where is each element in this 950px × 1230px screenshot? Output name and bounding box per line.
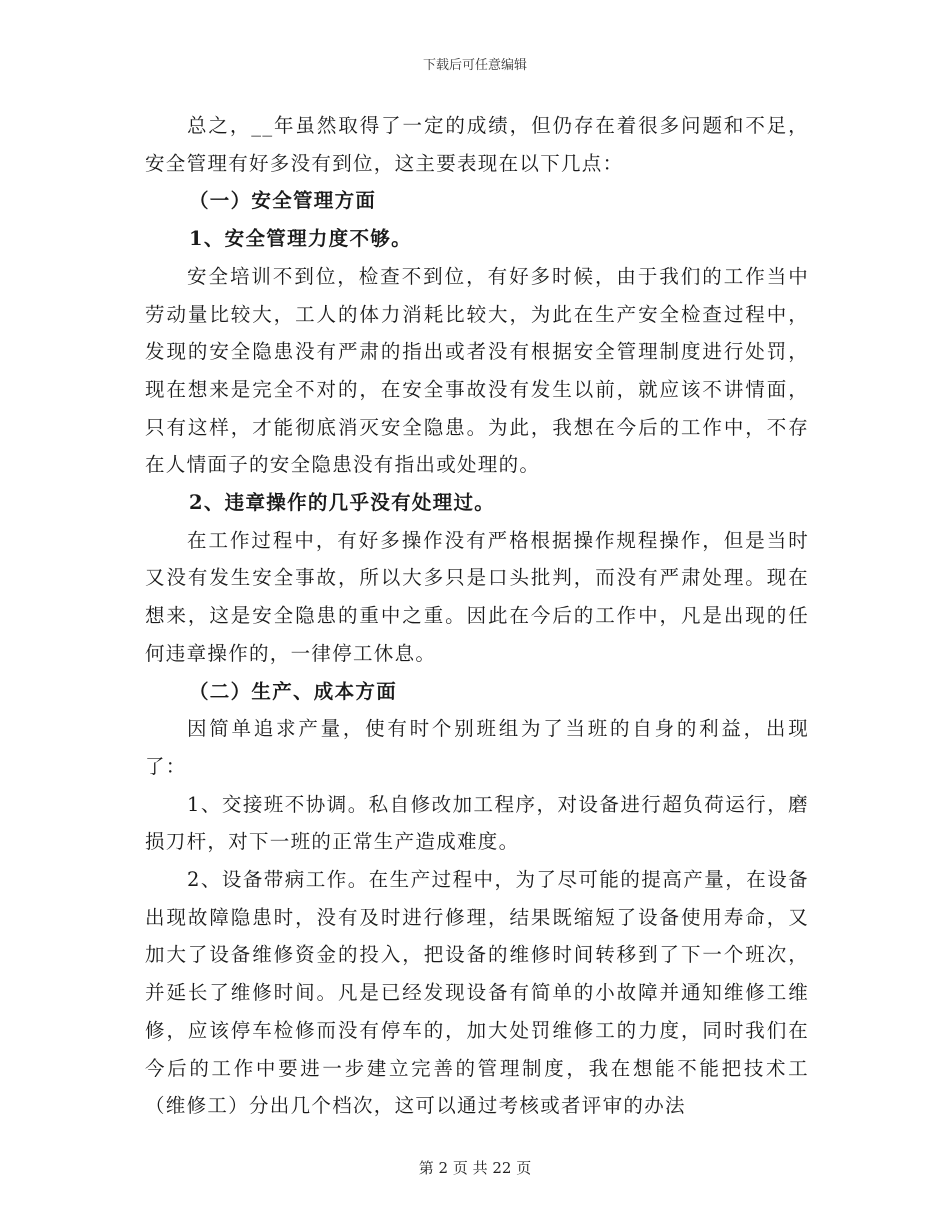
page-number-footer: 第 2 页 共 22 页 xyxy=(418,1159,532,1177)
paragraph-equipment-faults: 2、设备带病工作。在生产过程中，为了尽可能的提高产量，在设备出现故障隐患时，没有及时进行修理，结果既缩短了设备使用寿命，又加大了设备维修资金的投入，把设备的维修时间转移到了下一个班次，并延长了维修时间。凡是已经发现设备有简单的小故障并通知维修工维修，应该停车检修而没有停车的，加大处罚维修工的力度，同时我们在今后的工作中要进一步建立完善的管理制度，我在想能不能把技术工（维修工）分出几个档次，这可以通过考核或者评审的办法 xyxy=(145,868,809,1118)
subheading-safety-strength: 1、安全管理力度不够。 xyxy=(189,227,412,251)
paragraph-output-pursuit: 因简单追求产量，使有时个别班组为了当班的自身的利益，出现了： xyxy=(145,717,809,778)
subheading-violations: 2、违章操作的几乎没有处理过。 xyxy=(189,491,496,515)
document-body xyxy=(145,107,809,1125)
section-heading-production-cost: （二）生产、成本方面 xyxy=(189,679,398,703)
paragraph-violations: 在工作过程中，有好多操作没有严格根据操作规程操作，但是当时又没有发生安全事故，所以大多只是口头批判，而没有严肃处理。现在想来，这是安全隐患的重中之重。因此在今后的工作中，凡是出现的任何违章操作的，一律停工休息。 xyxy=(145,528,809,665)
paragraph-shift-handover: 1、交接班不协调。私自修改加工程序，对设备进行超负荷运行，磨损刀杆，对下一班的正常生产造成难度。 xyxy=(145,792,809,854)
section-heading-safety: （一）安全管理方面 xyxy=(189,189,377,213)
paragraph-safety-training: 安全培训不到位，检查不到位，有好多时候，由于我们的工作当中劳动量比较大，工人的体力消耗比较大，为此在生产安全检查过程中，发现的安全隐患没有严肃的指出或者没有根据安全管理制度进行处罚，现在想来是完全不对的，在安全事故没有发生以前，就应该不讲情面，只有这样，才能彻底消灭安全隐患。为此，我想在今后的工作中，不存在人情面子的安全隐患没有指出或处理的。 xyxy=(145,264,809,477)
page-header-note: 下载后可任意编辑 xyxy=(422,58,527,73)
paragraph-summary: 总之，__年虽然取得了一定的成绩，但仍存在着很多问题和不足，安全管理有好多没有到位，这主要表现在以下几点： xyxy=(145,114,809,175)
